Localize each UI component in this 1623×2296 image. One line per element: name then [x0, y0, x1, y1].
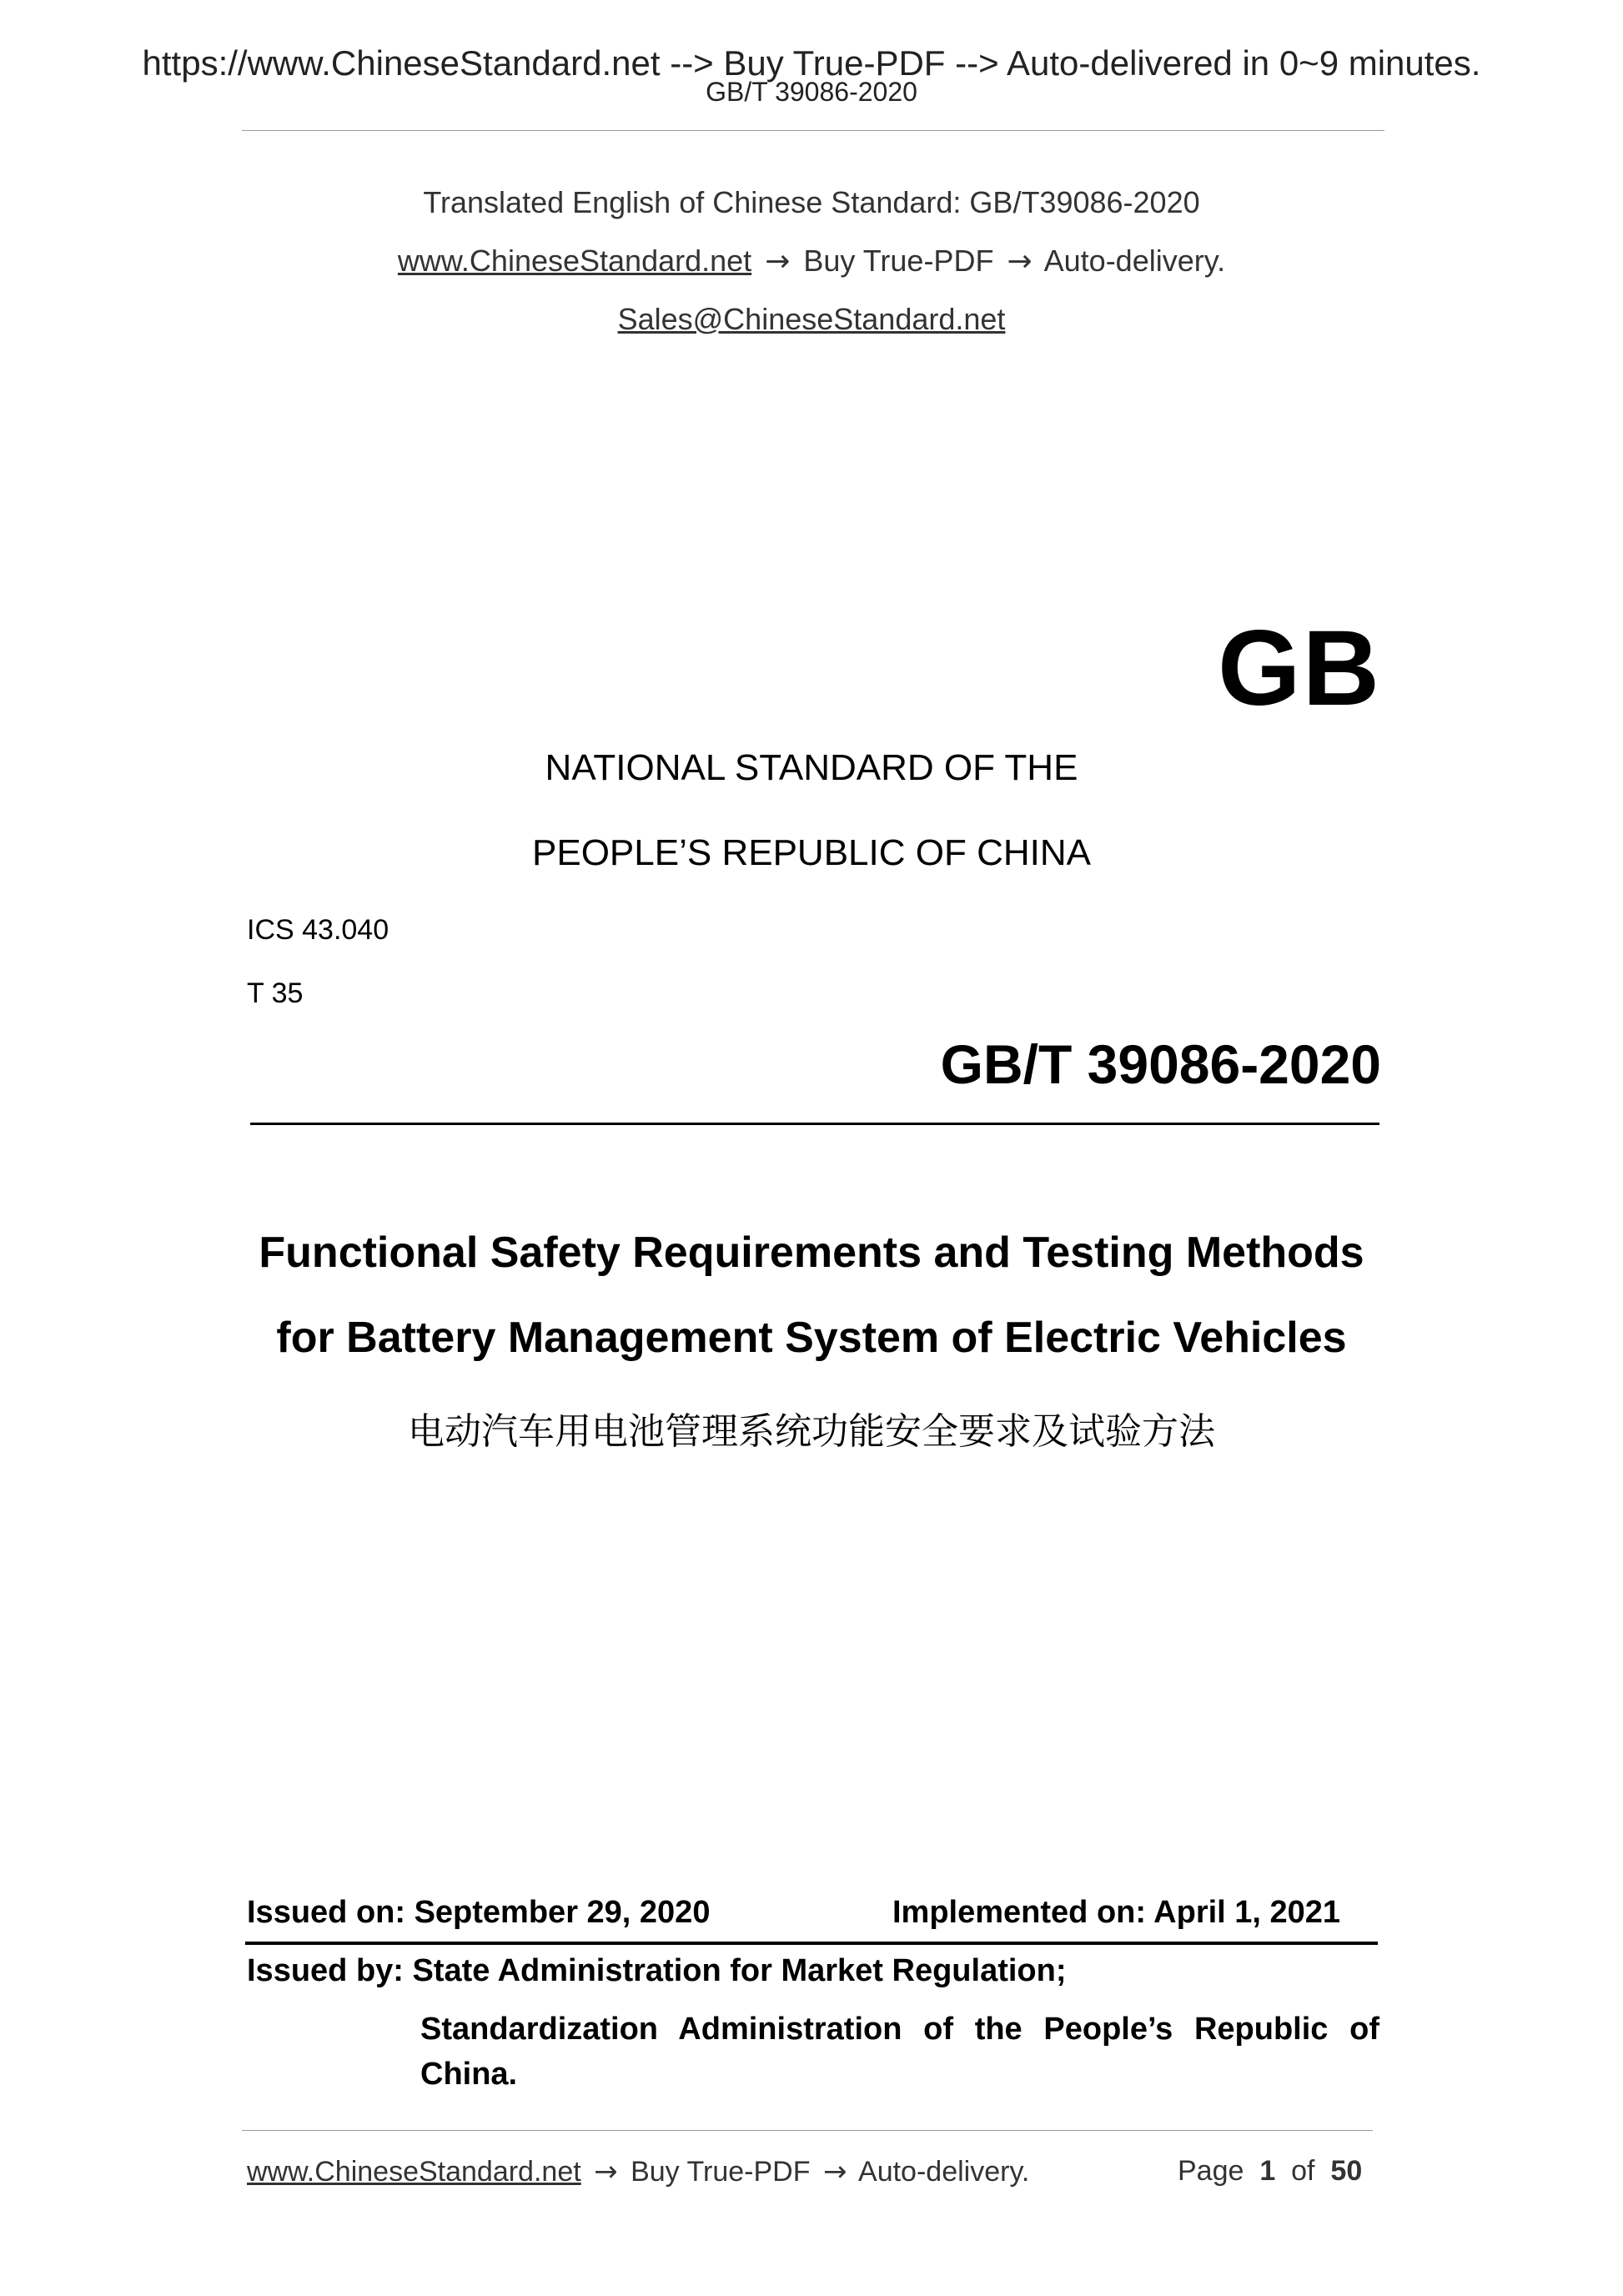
- issuer-2-line-1: Standardization Administration of the People’s Republic of: [420, 2012, 1379, 2047]
- delivery-line: [0, 244, 1623, 279]
- footer-site-link[interactable]: www.ChineseStandard.net: [247, 2156, 581, 2188]
- title-line-2: for Battery Management System of Electric Vehicles: [276, 1314, 1347, 1362]
- title-divider: [250, 1123, 1379, 1125]
- sales-line: [0, 302, 1623, 337]
- gb-mark: GB: [1218, 609, 1381, 728]
- title-line-1: Functional Safety Requirements and Testing Methods: [259, 1228, 1364, 1277]
- footer-delivery-line: [247, 2155, 1029, 2188]
- arrow-right-icon: →: [1007, 244, 1033, 279]
- arrow-right-icon: →: [765, 244, 791, 279]
- running-header: GB/T 39086-2020: [706, 77, 917, 107]
- arrow-right-icon: →: [594, 2155, 618, 2188]
- source-banner: https://www.ChineseStandard.net --> Buy True-PDF --> Auto-delivered in 0~9 minutes.: [142, 43, 1481, 83]
- delivery-text: Buy True-PDF: [803, 244, 994, 278]
- delivery-text-2: Auto-delivery.: [1043, 244, 1226, 278]
- of-label: of: [1291, 2155, 1315, 2187]
- t-code: T 35: [247, 977, 304, 1009]
- issue-divider: [245, 1942, 1378, 1945]
- standard-number: GB/T 39086-2020: [940, 1033, 1381, 1095]
- footer-text-2: Auto-delivery.: [858, 2156, 1030, 2188]
- page-label: Page: [1178, 2155, 1244, 2187]
- implemented-on: Implemented on: April 1, 2021: [892, 1895, 1341, 1930]
- sales-email-link[interactable]: Sales@ChineseStandard.net: [617, 302, 1006, 336]
- header-divider: [242, 130, 1384, 131]
- site-link[interactable]: www.ChineseStandard.net: [397, 244, 752, 278]
- page-total: 50: [1330, 2155, 1363, 2187]
- translation-notice: Translated English of Chinese Standard: GB/T39086-2020: [423, 185, 1200, 219]
- chinese-title: 电动汽车用电池管理系统功能安全要求及试验方法: [408, 1410, 1215, 1453]
- footer-text-1: Buy True-PDF: [631, 2156, 811, 2188]
- ics-code: ICS 43.040: [247, 914, 389, 946]
- issued-by: Issued by: State Administration for Market Regulation;: [247, 1953, 1067, 1988]
- national-standard-line-1: NATIONAL STANDARD OF THE: [545, 747, 1078, 788]
- national-standard-line-2: PEOPLE’S REPUBLIC OF CHINA: [532, 832, 1091, 873]
- arrow-right-icon: →: [822, 2155, 847, 2188]
- issuer-2-line-2: China.: [420, 2057, 518, 2092]
- page-indicator: [1178, 2155, 1362, 2188]
- issued-on: Issued on: September 29, 2020: [247, 1895, 711, 1930]
- footer-divider: [242, 2130, 1373, 2131]
- page-number: 1: [1259, 2155, 1276, 2187]
